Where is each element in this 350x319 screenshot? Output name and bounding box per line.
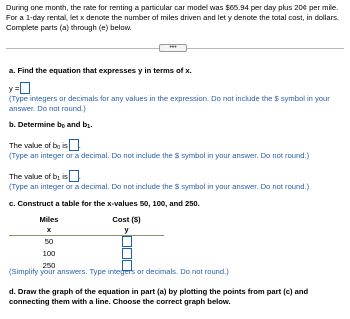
equation-input[interactable] bbox=[20, 82, 30, 94]
b0-row: The value of $b_0$ is . bbox=[9, 141, 81, 151]
b1-text: The value of b bbox=[9, 172, 58, 181]
b1-hint: (Type an integer or a decimal. Do not include the $ symbol in your answer. Do not round.) bbox=[9, 182, 310, 191]
y-input-100[interactable] bbox=[122, 248, 132, 259]
b0-input[interactable] bbox=[69, 139, 79, 151]
part-a-hint: (Type integers or decimals for any values in the expression. Do not include the $ symbol in your answer. Do not round.) bbox=[9, 94, 330, 114]
answer-prefix: y = bbox=[9, 84, 20, 93]
table-row bbox=[9, 236, 164, 248]
part-b-end: . bbox=[90, 120, 93, 129]
x-value: 50 bbox=[44, 236, 54, 246]
problem-intro: During one month, the rate for renting a particular car model was $65.94 per day plus 20¢ per mile. For a 1-day rental, let x denote the number of miles driven and let y denote the total cost, in dollars. Complete parts (a) through (e) below. bbox=[6, 3, 340, 33]
b0-hint: (Type an integer or a decimal. Do not include the $ symbol in your answer. Do not round.) bbox=[9, 151, 310, 160]
x-value: 250 bbox=[42, 260, 56, 270]
col-x-var: x bbox=[46, 225, 52, 235]
b1-input[interactable] bbox=[69, 170, 79, 182]
b0-is: is bbox=[60, 141, 68, 150]
part-b-text: b. Determine b bbox=[9, 120, 62, 129]
part-a-label: a. Find the equation that expresses y in terms of x. bbox=[9, 66, 192, 75]
part-b-and: and b bbox=[64, 120, 88, 129]
part-b-label bbox=[9, 120, 92, 131]
col-y-var: y bbox=[124, 225, 129, 235]
sub-1: 1 bbox=[87, 124, 91, 130]
b1-row: The value of $b_1$ is . bbox=[9, 172, 81, 182]
table-row bbox=[9, 248, 164, 260]
values-table bbox=[9, 215, 164, 272]
col-cost-header: Cost ($) bbox=[112, 215, 141, 224]
b0-text: The value of b bbox=[9, 141, 58, 150]
col-miles-header: Miles bbox=[39, 215, 59, 224]
part-d-label: d. Draw the graph of the equation in part (a) by plotting the points from part (c) and connecting them with a line. Choose the correct graph below. bbox=[9, 287, 309, 307]
sub-0: 0 bbox=[61, 124, 65, 130]
b1-sub: 1 bbox=[57, 176, 61, 182]
b0-sub: 0 bbox=[57, 145, 61, 151]
y-input-50[interactable] bbox=[122, 236, 132, 247]
part-c-label: c. Construct a table for the x-values 50, 100, and 250. bbox=[9, 199, 200, 208]
more-button[interactable]: ••• bbox=[159, 44, 187, 52]
b1-is: is bbox=[60, 172, 68, 181]
x-value: 100 bbox=[42, 248, 56, 258]
part-c-hint: (Simplify your answers. Type integers or decimals. Do not round.) bbox=[9, 267, 229, 276]
part-a-answer-row bbox=[9, 82, 30, 94]
